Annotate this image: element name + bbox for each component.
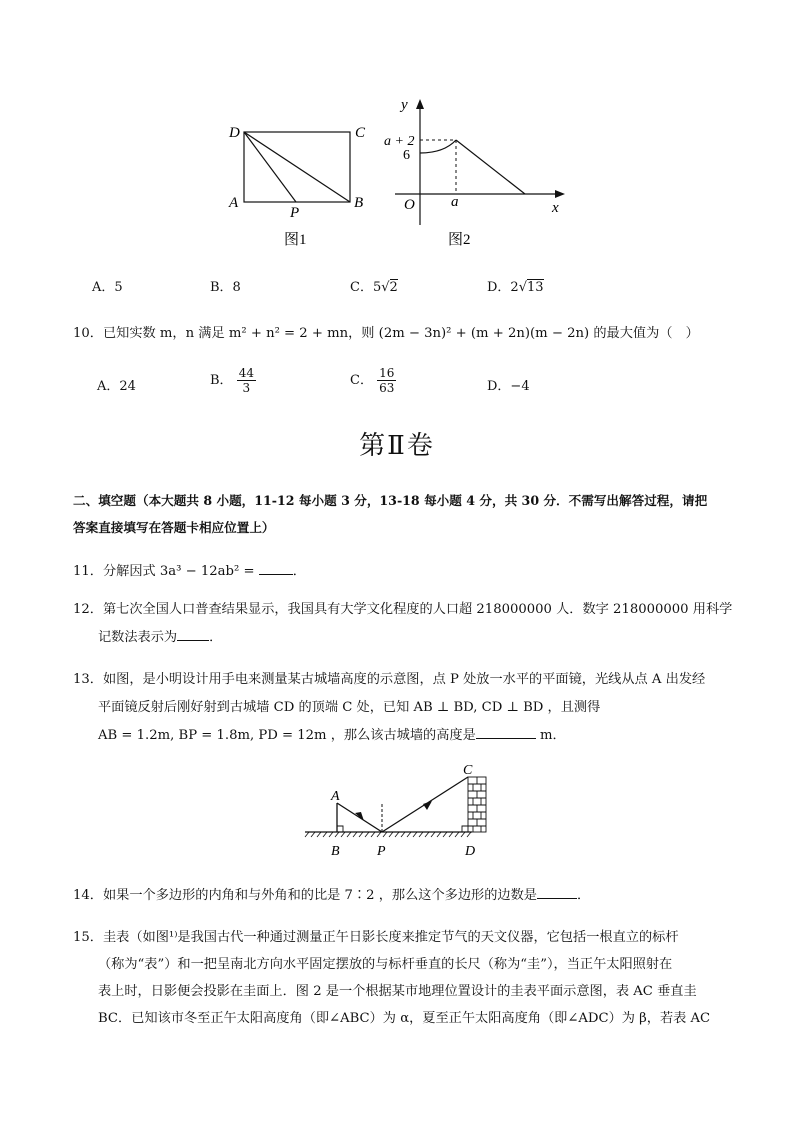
- label-six: 6: [403, 148, 410, 163]
- label-D: D: [229, 125, 240, 141]
- right-angle-mark-b: [337, 826, 343, 832]
- label-y: y: [401, 97, 408, 113]
- q12-line1: 12．第七次全国人口普查结果显示，我国具有大学文化程度的人口超 218000000 人．数字 218000000 用科学: [73, 602, 733, 617]
- q12-tail: ．: [209, 630, 223, 645]
- q9-option-a: A．5: [92, 280, 123, 295]
- denominator: 3: [242, 381, 251, 395]
- figure-1-rectangle: [220, 120, 380, 250]
- q13-line3: [98, 724, 566, 743]
- ray-a-to-p: [337, 803, 382, 832]
- q10-option-d: D．−4: [487, 379, 530, 394]
- q10-option-c: [350, 366, 396, 395]
- brick-wall-cd: [468, 777, 486, 832]
- label-a-plus-2: a + 2: [384, 134, 415, 149]
- fraction: [237, 366, 256, 395]
- q10-option-c-label: C．: [350, 373, 373, 388]
- label-O: O: [404, 197, 415, 213]
- sqrt-symbol: √: [381, 280, 390, 295]
- q15-line2: （称为“表”）和一把呈南北方向水平固定摆放的与标杆垂直的长尺（称为“圭”），当正午太阳照射在: [98, 957, 673, 972]
- q10-option-b-label: B．: [210, 373, 233, 388]
- label-B: B: [354, 195, 364, 211]
- label-a: a: [451, 194, 459, 210]
- q15-line1: 15．圭表（如图¹⁾是我国古代一种通过测量正午日影长度来推定节气的天文仪器，它包括一根直立的标杆: [73, 930, 679, 945]
- curve-arc: [420, 140, 456, 153]
- label-A: A: [331, 789, 340, 804]
- x-axis-arrow: [555, 190, 565, 198]
- q9-option-d-radicand: 13: [527, 280, 544, 295]
- y-axis-arrow: [416, 99, 424, 109]
- q12-line2-text: 记数法表示为: [98, 630, 178, 645]
- caption-fig2: 图2: [448, 232, 471, 248]
- label-P: P: [290, 205, 300, 221]
- q14-tail: ．: [576, 888, 591, 903]
- sqrt-symbol: √: [518, 280, 527, 295]
- q13-line3-text: AB = 1.2m, BP = 1.8m, PD = 12m ，那么该古城墙的高度是: [98, 728, 476, 743]
- q10-option-b: [210, 366, 256, 395]
- answer-blank: [476, 726, 536, 739]
- label-D: D: [465, 844, 476, 859]
- q13-line2: 平面镜反射后刚好射到古城墙 CD 的顶端 C 处，已知 AB ⊥ BD, CD ⊥ BD ，且测得: [98, 700, 601, 715]
- q9-option-d: [487, 276, 544, 295]
- q15-line4: BC．已知该市冬至正午太阳高度角（即∠ABC）为 α，夏至正午太阳高度角（即∠ADC）为 β，若表 AC: [98, 1011, 711, 1026]
- q14-question: [73, 884, 590, 903]
- q9-option-c-radicand: 2: [389, 280, 398, 295]
- q9-option-b: B．8: [210, 280, 241, 295]
- label-x: x: [552, 200, 559, 216]
- arrow-head-incoming: [355, 812, 364, 821]
- label-C: C: [355, 125, 366, 141]
- q9-option-c-prefix: C．5: [350, 280, 382, 295]
- label-C: C: [463, 763, 473, 778]
- denominator: 63: [379, 381, 395, 395]
- line-segment-down: [456, 140, 525, 194]
- label-B: B: [331, 844, 340, 859]
- q11-tail: ．: [292, 564, 306, 579]
- q12-line2: [98, 626, 222, 645]
- q11-text: 11．分解因式 3a³ − 12ab² =: [73, 564, 255, 579]
- answer-blank: [259, 562, 293, 575]
- fraction: [377, 366, 396, 395]
- right-angle-mark-d: [462, 826, 468, 832]
- ground-hatching: [305, 832, 471, 837]
- q11-question: [73, 560, 306, 579]
- label-A: A: [229, 195, 239, 211]
- q13-line1: 13．如图，是小明设计用手电来测量某古城墙高度的示意图，点 P 处放一水平的平面镜，光线从点 A 出发经: [73, 672, 706, 687]
- q10-question: 10．已知实数 m，n 满足 m² + n² = 2 + mn，则 (2m − 3n)² + (m + 2n)(m − 2n) 的最大值为（ ）: [73, 326, 699, 341]
- numerator: 16: [379, 366, 395, 380]
- section2-heading-line1: 二、填空题（本大题共 8 小题，11-12 每小题 3 分，13-18 每小题 4 分，共 30 分．不需写出解答过程，请把: [73, 493, 708, 508]
- q15-line3: 表上时，日影便会投影在圭面上．图 2 是一个根据某市地理位置设计的圭表平面示意图，表 AC 垂直圭: [98, 984, 697, 999]
- answer-blank: [537, 886, 577, 899]
- figure-2-graph: [380, 95, 580, 250]
- q9-option-d-prefix: D．2: [487, 280, 519, 295]
- section2-heading-line2: 答案直接填写在答题卡相应位置上）: [73, 520, 275, 535]
- caption-fig1: 图1: [284, 232, 307, 248]
- q13-figure: [300, 760, 510, 865]
- answer-blank: [177, 628, 209, 641]
- segment-dp: [244, 132, 296, 202]
- label-P: P: [377, 844, 386, 859]
- numerator: 44: [238, 366, 254, 380]
- q14-text: 14．如果一个多边形的内角和与外角和的比是 7∶2 ，那么这个多边形的边数是: [73, 888, 537, 903]
- section-title: 第Ⅱ卷: [359, 431, 435, 461]
- q9-option-c: [350, 276, 398, 295]
- segment-db: [244, 132, 350, 202]
- q13-tail: m．: [535, 728, 566, 743]
- q10-option-a: A．24: [97, 379, 136, 394]
